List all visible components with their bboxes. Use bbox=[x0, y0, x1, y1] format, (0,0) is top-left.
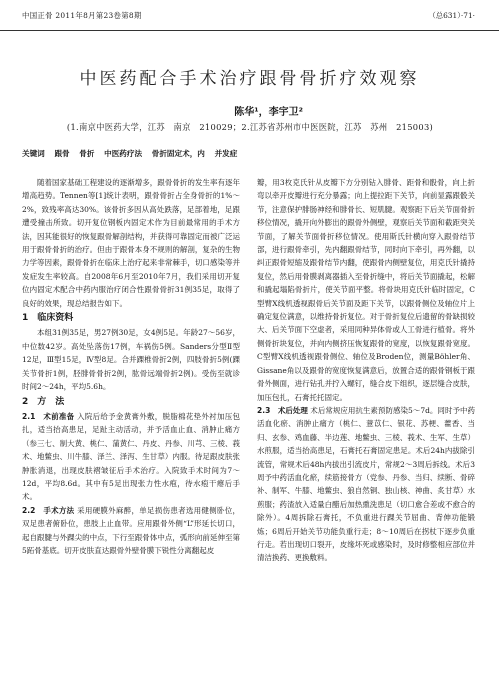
keywords-line bbox=[22, 148, 244, 159]
intro-paragraph: 随着国家基础工程建设的逐渐增多，跟骨骨折的发生率有逐年增高趋势。Tennen等[1]统计表明，跟骨骨折占全身骨折的1%～2%，致残率高达30%。该骨折多因从高处跌落，足部着地，足跟遭受撞击所致。切开复位钢板内固定术作为目前最常用的手术方法，因其能很好的恢复跟骨解剖结构，并获得可靠固定而被广泛运用于跟骨骨折的治疗。但由于跟骨本身不规则的解剖，复杂的生物力学等因素，跟骨骨折在临床上治疗起来非常棘手，切口感染等并发症发生率较高。自2008年6月至2010年7月，我们采用切开复位内固定术配合中药内服治疗闭合性跟骨骨折31例35足，取得了良好的效果，现总结报告如下。 bbox=[22, 178, 240, 308]
keyword: 中医药疗法 bbox=[104, 149, 143, 158]
keyword: 骨折固定术，内 bbox=[151, 149, 205, 158]
section-heading: 1 临床资料 bbox=[22, 313, 74, 324]
surgery-paragraph bbox=[22, 504, 240, 558]
clinical-data-paragraph: 本组31例35足，男27例30足，女4例5足。年龄27～56岁，中位数42岁。高处坠落伤17例，车祸伤5例。Sanders分型Ⅱ型12足，Ⅲ型15足，Ⅳ型8足。合并踝椎骨折2例，四肢骨折5例(踝关节骨折1例，胫腓骨骨折2例，肱骨远端骨折2例)。受伤至就诊时间2～24h，平均5.6h。 bbox=[22, 328, 240, 392]
subsection-text: 采用硬膜外麻醉，单足损伤患者选用健侧卧位，双足患者俯卧位，患肢上止血带。应用跟骨外侧“L”形延长切口，起自跟腱与外踝尖的中点，下行至跟骨体中点，弧形向前延伸至第5跖骨基底。切开皮肤直达跟骨外壁骨膜下锐性分离翻起皮 bbox=[22, 505, 240, 555]
subsection-title: 2.3 术后处理 bbox=[257, 405, 308, 415]
running-head bbox=[0, 0, 499, 31]
keyword: 并发症 bbox=[214, 149, 238, 158]
keyword: 骨折 bbox=[79, 149, 95, 158]
keywords-label: 关键词 bbox=[22, 149, 45, 158]
affiliation: (1.南京中医药大学，江苏 南京 210029；2.江苏省苏州市中医医院，江苏 苏州 215003) bbox=[66, 122, 434, 132]
journal-issue: 中国正骨 2011年8月第23卷第8期 bbox=[22, 11, 142, 20]
section-heading: 2 方 法 bbox=[22, 396, 65, 407]
left-column bbox=[22, 176, 240, 557]
subsection-title: 2.1 术前准备 bbox=[22, 411, 75, 421]
surgery-continued-paragraph: 瓣，用3枚克氏针从皮瓣下方分别钻入腓骨、距骨和骰骨，向上折弯以牵开皮瓣进行充分暴露；向上提拉距下关节，向前显露跟骰关节，注意保护腓肠神经和腓骨长、短肌腱。观察距下后关节面骨折移位情况，撬开向外膨出的跟骨外侧壁，观察后关节面和截距突关节面，了解关节面骨折移位情况。使用斯氏针横向穿入跟骨结节部，进行跟骨牵引，先内翻跟骨结节，同时向下牵引，再外翻，以纠正跟骨短缩及跟骨结节内翻，使跟骨内侧壁复位，用克氏针撬持复位，然后用骨膜剥离器插入至骨折缝中，将后关节面撬起，松解和撬起塌陷骨折片，使关节面平整。将骨块用克氏针临时固定，C型臂X线机透视跟骨后关节面及距下关节，以跟骨侧位及轴位片上确定复位满意，以维持骨折复位。对于骨折复位后遗留的骨缺损较大、后关节面下空虚者，采用同种异体骨或人工骨进行植骨。将外侧骨折块复位，并向内侧挤压恢复跟骨的宽度，以恢复跟骨宽度。C型臂X线机透视跟骨侧位、轴位及Broden位，测量Böhler角、Gissane角以及跟骨的宽度恢复满意后，放置合适的跟骨钢板于跟骨外侧面，进行钻孔并拧入螺钉，缝合皮下组织，逐层缝合皮肤，加压包扎，石膏托托固定。 bbox=[257, 178, 475, 402]
authors: 陈华¹，李宇卫² bbox=[234, 107, 303, 118]
preop-paragraph bbox=[22, 410, 240, 504]
subsection-title: 2.2 手术方法 bbox=[22, 505, 75, 515]
subsection-text: 术后常规应用抗生素预防感染5～7d。同时予中药活血化瘀、消肿止痛方（桃仁、薏苡仁、银花、苏梗、藿香、当归、玄参、鸡血藤、半边莲、地鳖虫、三棱、莪术、生军、生草）水煎服，适当抬高患足，石膏托石膏固定患足。术后24h内拔除引流管，常规术后48h内拔出引流皮片，常规2～3周后拆线。术后3周予中药活血化瘀，续筋接骨方（党参、丹参、当归、续断、骨碎补、制军、牛膝、地鳖虫、狼自然铜、独山核、神曲、炙甘草）水煎服；药渣放入适量白醋后加热熏洗患足（切口愈合差或不愈合的除外）。4周拆除石膏托，不负重进行踝关节屈曲、背伸功能锻炼；6周后开始关节功能负重行走；8～10周后在拐杖下逐步负重行走。若出现切口裂开，皮缘坏死或感染时，及时修整相应部位并清洁换药、更换敷料。 bbox=[257, 405, 475, 563]
keyword: 跟骨 bbox=[54, 149, 70, 158]
postop-paragraph bbox=[257, 404, 475, 565]
right-column bbox=[257, 176, 475, 565]
article-title: 中医药配合手术治疗跟骨骨折疗效观察 bbox=[79, 69, 420, 89]
page-number: （总631）·71· bbox=[428, 11, 475, 20]
subsection-text: 入院后给予金黄膏外敷，脱脂棉花垫外衬加压包扎，适当抬高患足，足趾主动活动，并予活血止血、消肿止痛方（参三七、制大黄、桃仁、蒲黄仁、丹皮、丹参、川芎、三棱、莪术、地鳖虫、川牛膝、泽兰、泽泻、生甘草）内服。待足跟皮肤张肿胀消退，出现皮肤褶皱征后手术治疗。入院致手术时间为7～12d，平均8.6d。其中有5足出现张力性水疱，待水疱干瘪后手术。 bbox=[22, 411, 240, 502]
